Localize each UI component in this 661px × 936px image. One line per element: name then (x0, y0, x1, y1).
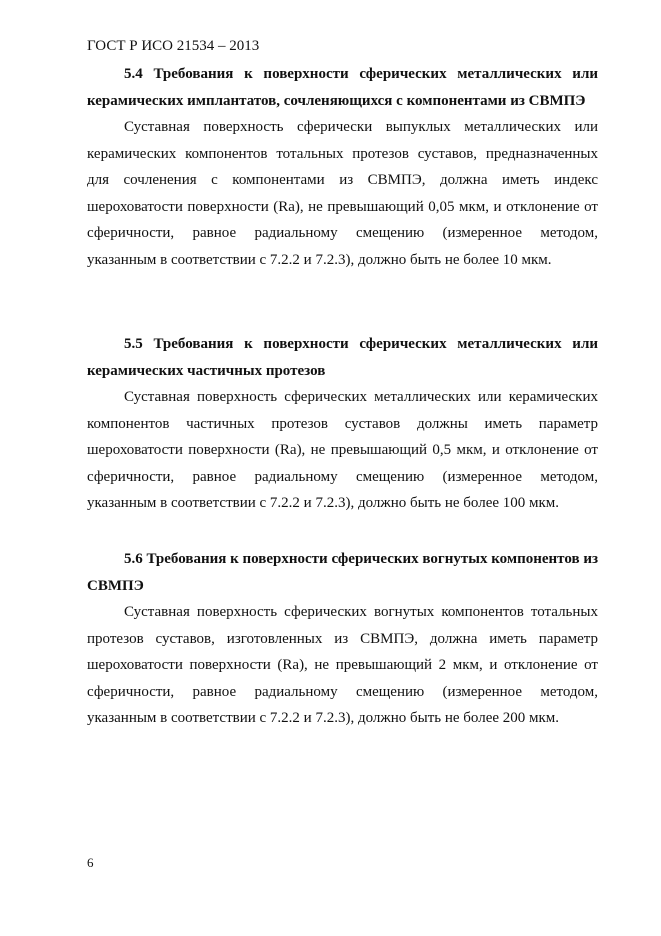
section-5-5 (87, 331, 598, 517)
section-title: 5.4 Требования к поверхности сферических металлических или керамических имплантатов, сочленяющихся с компонентами из СВМПЭ (87, 66, 598, 109)
section-body: Суставная поверхность сферически выпуклых металлических или керамических компонентов тотальных протезов суставов, предназначенных для сочленения с компонентами из СВМПЭ, должна иметь индекс шероховатости поверхности (Ra), не превышающий 0,05 мкм, и отклонение от сферичности, равное радиальному смещению (измеренное методом, указанным в соответствии с 7.2.2 и 7.2.3), должно быть не более 10 мкм. (87, 119, 598, 268)
section-5-6 (87, 546, 598, 732)
document-header: ГОСТ Р ИСО 21534 – 2013 (87, 38, 260, 54)
section-title: 5.5 Требования к поверхности сферических металлических или керамических частичных протезов (87, 336, 598, 379)
section-5-4 (87, 61, 598, 273)
section-body: Суставная поверхность сферических металлических или керамических компонентов частичных протезов суставов должны иметь параметр шероховатости поверхности (Ra), не превышающий 0,5 мкм, и отклонение от сферичности, равное радиальному смещению (измеренное методом, указанным в соответствии с 7.2.2 и 7.2.3), должно быть не более 100 мкм. (87, 389, 598, 511)
section-title: 5.6 Требования к поверхности сферических вогнутых компонентов из СВМПЭ (87, 551, 598, 594)
page-number: 6 (87, 855, 94, 870)
section-body: Суставная поверхность сферических вогнутых компонентов тотальных протезов суставов, изготовленных из СВМПЭ, должна иметь параметр шероховатости поверхности (Ra), не превышающий 2 мкм, и отклонение от сферичности, равное радиальному смещению (измеренное методом, указанным в соответствии с 7.2.2 и 7.2.3), должно быть не более 200 мкм. (87, 604, 598, 726)
